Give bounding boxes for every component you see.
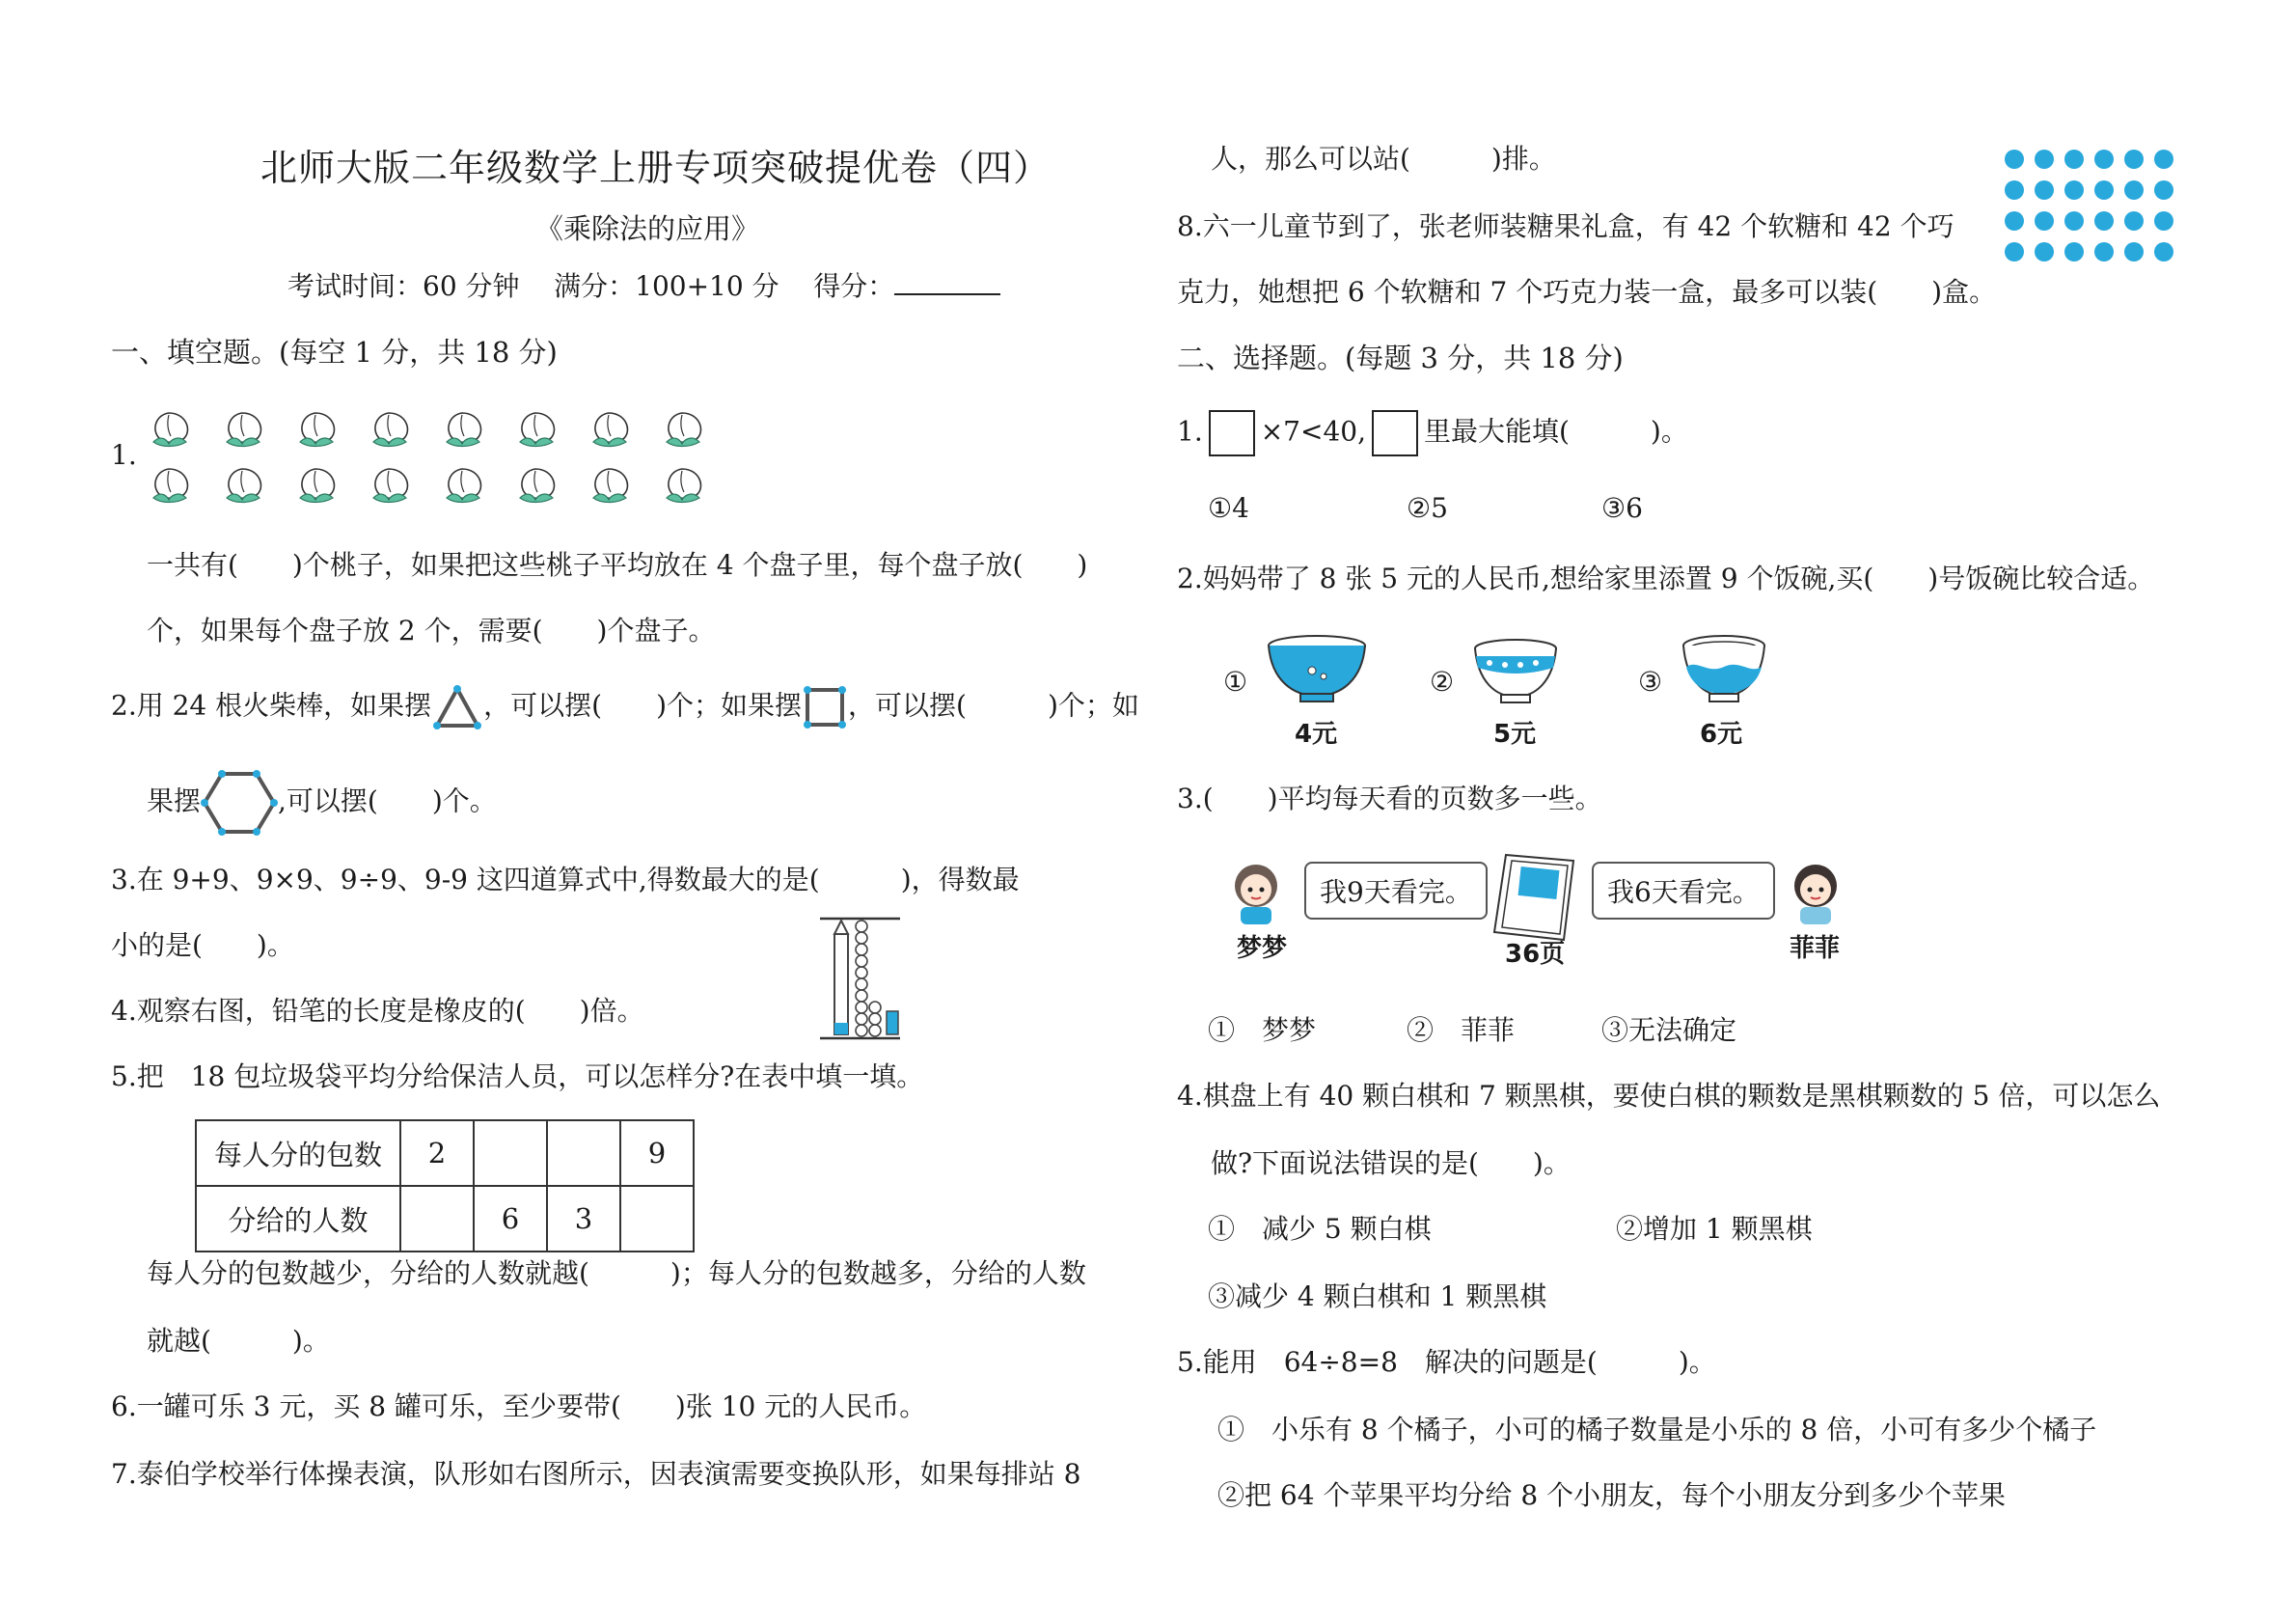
- exam-full-score: 满分：100+10 分: [554, 270, 779, 302]
- dot: [2124, 211, 2144, 231]
- speech-bubble-mengmeng: 我9天看完。: [1304, 862, 1488, 920]
- dot: [2035, 242, 2054, 261]
- s2-q1-opt3[interactable]: ③6: [1601, 492, 1643, 524]
- dot: [2035, 180, 2054, 200]
- s2-q1-opt2[interactable]: ②5: [1407, 492, 1448, 524]
- q3-line1: 3.在 9+9、9×9、9÷9、9-9 这四道算式中,得数最大的是( )，得数最: [111, 864, 1020, 895]
- q2-part4: 果摆: [147, 784, 202, 817]
- q6-line1: 6.一罐可乐 3 元，买 8 罐可乐，至少要带( )张 10 元的人民币。: [111, 1390, 927, 1422]
- dot: [2005, 150, 2024, 169]
- q2-line1: [111, 683, 1139, 731]
- dot: [2124, 180, 2144, 200]
- dot: [2094, 150, 2114, 169]
- page-title: 北师大版二年级数学上册专项突破提优卷（四）: [260, 147, 1052, 189]
- table-cell[interactable]: [474, 1120, 547, 1186]
- formation-dots-grid: [2005, 150, 2173, 261]
- dot: [2154, 211, 2173, 231]
- bowl-1-price: 4元: [1295, 720, 1338, 749]
- bowl-3-number: ③: [1638, 666, 1663, 698]
- q5-line1: 5.把 18 包垃圾袋平均分给保洁人员，可以怎样分?在表中填一填。: [111, 1060, 924, 1092]
- dot: [2005, 242, 2024, 261]
- table-cell: 6: [474, 1186, 547, 1252]
- girl-mengmeng-avatar: [1225, 857, 1287, 926]
- q4-line1: 4.观察右图，铅笔的长度是橡皮的( )倍。: [111, 995, 644, 1027]
- q2-part2: ，可以摆( )个；如果摆: [483, 689, 803, 722]
- s2-q5-opt1[interactable]: ① 小乐有 8 个橘子，小可的橘子数量是小乐的 8 倍，小可有多少个橘子: [1217, 1414, 2097, 1445]
- q1-line1: 一共有( )个桃子，如果把这些桃子平均放在 4 个盘子里，每个盘子放( ): [147, 549, 1088, 581]
- dot: [2005, 180, 2024, 200]
- table-cell: 每人分的包数: [196, 1120, 400, 1186]
- dot: [2154, 180, 2173, 200]
- bowl-2-price: 5元: [1493, 720, 1537, 749]
- answer-box[interactable]: [1209, 410, 1255, 456]
- s2-q1-number: 1.: [1177, 415, 1203, 448]
- table-cell: 分给的人数: [196, 1186, 400, 1252]
- dot: [2035, 150, 2054, 169]
- table-row: [196, 1186, 694, 1252]
- q5-line2: 每人分的包数越少，分给的人数就越( )；每人分的包数越多，分给的人数: [147, 1257, 1086, 1289]
- bowl-1-image: [1264, 632, 1370, 709]
- page-subtitle: 《乘除法的应用》: [535, 212, 760, 245]
- s2-q2-line1: 2.妈妈带了 8 张 5 元的人民币,想给家里添置 9 个饭碗,买( )号饭碗比较合适。: [1177, 563, 2155, 594]
- exam-score-label: 得分：: [813, 270, 895, 302]
- bowl-2-number: ②: [1430, 666, 1455, 698]
- triangle-icon: [431, 683, 483, 731]
- q2-part1: 2.用 24 根火柴棒，如果摆: [111, 689, 432, 722]
- dot: [2124, 150, 2144, 169]
- s2-q4-line1: 4.棋盘上有 40 颗白棋和 7 颗黑棋，要使白棋的颗数是黑棋颗数的 5 倍，可以怎么: [1177, 1080, 2161, 1112]
- peach-grid-image: [145, 403, 724, 509]
- dot: [2064, 242, 2084, 261]
- q5-line3: 就越( )。: [147, 1325, 330, 1357]
- q2-part5: ,可以摆( )个。: [278, 784, 497, 817]
- q8-line1: 8.六一儿童节到了，张老师装糖果礼盒，有 42 个软糖和 42 个巧: [1177, 210, 1954, 242]
- s2-q3-opt3[interactable]: ③无法确定: [1601, 1014, 1737, 1046]
- dot: [2094, 242, 2114, 261]
- table-cell: 2: [400, 1120, 474, 1186]
- s2-q4-opt3[interactable]: ③减少 4 颗白棋和 1 颗黑棋: [1208, 1280, 1547, 1312]
- table-cell[interactable]: [547, 1120, 620, 1186]
- bowl-3-price: 6元: [1700, 720, 1743, 749]
- q7-line1: 7.泰伯学校举行体操表演，队形如右图所示，因表演需要变换队形，如果每排站 8: [111, 1458, 1081, 1490]
- s2-q3-opt2[interactable]: ② 菲菲: [1407, 1014, 1516, 1046]
- q2-line2: [147, 768, 497, 838]
- speech-bubble-feifei: 我6天看完。: [1592, 862, 1775, 920]
- table-cell[interactable]: [400, 1186, 474, 1252]
- dot: [2035, 211, 2054, 231]
- table-cell: 9: [620, 1120, 694, 1186]
- section1-heading: 一、填空题。(每空 1 分，共 18 分): [111, 336, 558, 369]
- book-image: [1490, 851, 1577, 944]
- q7-line2: 人，那么可以站( )排。: [1211, 143, 1556, 175]
- table-cell[interactable]: [620, 1186, 694, 1252]
- bowl-3-image: [1679, 632, 1769, 711]
- score-blank[interactable]: [894, 268, 1000, 295]
- s2-q4-opt2[interactable]: ②增加 1 颗黑棋: [1616, 1213, 1813, 1245]
- book-pages: 36页: [1505, 940, 1566, 969]
- s2-q3-line1: 3.( )平均每天看的页数多一些。: [1177, 783, 1602, 814]
- table-cell: 3: [547, 1186, 620, 1252]
- s2-q5-line1: 5.能用 64÷8=8 解决的问题是( )。: [1177, 1346, 1716, 1378]
- dot: [2005, 211, 2024, 231]
- q1-number: 1.: [111, 439, 137, 471]
- dot: [2064, 150, 2084, 169]
- dot: [2064, 180, 2084, 200]
- s2-q1-opt1[interactable]: ①4: [1208, 492, 1249, 524]
- dot: [2094, 180, 2114, 200]
- dot: [2154, 150, 2173, 169]
- girl-feifei-avatar: [1785, 857, 1846, 926]
- dot: [2094, 211, 2114, 231]
- q2-part3: ，可以摆( )个；如: [848, 689, 1139, 722]
- exam-time: 考试时间：60 分钟: [287, 270, 520, 302]
- s2-q5-opt2[interactable]: ②把 64 个苹果平均分给 8 个小朋友，每个小朋友分到多少个苹果: [1217, 1479, 2007, 1511]
- table-row: [196, 1120, 694, 1186]
- name-feifei: 菲菲: [1790, 934, 1841, 963]
- s2-q1-mid: ×7<40,: [1260, 415, 1366, 448]
- q3-line2: 小的是( )。: [111, 929, 294, 961]
- square-icon: [802, 684, 848, 730]
- hexagon-icon: [201, 768, 278, 838]
- dot: [2154, 242, 2173, 261]
- bowl-2-image: [1470, 637, 1561, 710]
- dot: [2124, 242, 2144, 261]
- q5-table: [195, 1119, 695, 1252]
- s2-q4-opt1[interactable]: ① 减少 5 颗白棋: [1208, 1213, 1432, 1245]
- dot: [2064, 211, 2084, 231]
- s2-q4-line2: 做?下面说法错误的是( )。: [1211, 1147, 1571, 1179]
- name-mengmeng: 梦梦: [1237, 934, 1288, 963]
- q8-line2: 克力，她想把 6 个软糖和 7 个巧克力装一盒，最多可以装( )盒。: [1177, 276, 1997, 308]
- s2-q1-line: [1177, 410, 1688, 456]
- answer-box[interactable]: [1372, 410, 1418, 456]
- section2-heading: 二、选择题。(每题 3 分，共 18 分): [1177, 342, 1624, 374]
- q1-line2: 个，如果每个盘子放 2 个，需要( )个盘子。: [147, 615, 716, 646]
- s2-q1-tail: 里最大能填( )。: [1423, 415, 1688, 448]
- bowl-1-number: ①: [1223, 666, 1248, 698]
- exam-info: [287, 265, 1000, 304]
- pencil-eraser-figure: [815, 915, 902, 1045]
- s2-q3-opt1[interactable]: ① 梦梦: [1208, 1014, 1317, 1046]
